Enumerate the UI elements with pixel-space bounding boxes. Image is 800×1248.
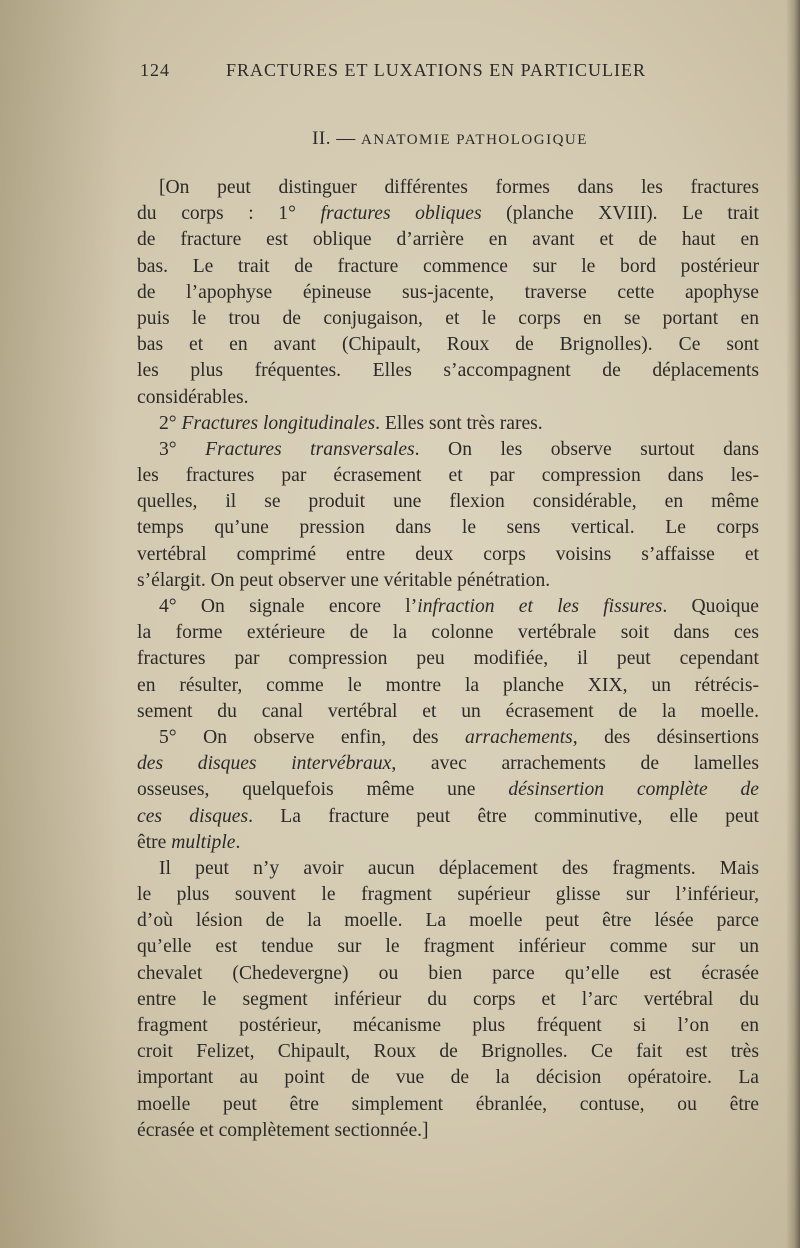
text-line: sement du canal vertébral et un écrasement de la moelle.	[137, 700, 759, 722]
text-line: osseuses, quelquefois même une désinsertion complète de	[137, 779, 759, 801]
text-line: qu’elle est tendue sur le fragment inférieur comme sur un	[137, 936, 759, 958]
emphasis: Fractures transversales	[205, 438, 415, 460]
section-dash: —	[336, 128, 356, 149]
text-line: vertébral comprimé entre deux corps voisins s’affaisse et	[137, 543, 759, 565]
text-line: 4° On signale encore l’infraction et les fissures. Quoique	[159, 596, 759, 617]
text-line: entre le segment inférieur du corps et l’arc vertébral du	[137, 988, 759, 1010]
text-line: du corps : 1° fractures obliques (planche XVIII). Le trait	[137, 203, 759, 225]
page-edge-shadow	[786, 0, 800, 1248]
text-line: important au point de vue de la décision opératoire. La	[137, 1067, 759, 1089]
emphasis: fractures obliques	[320, 203, 482, 225]
emphasis: des disques intervébraux	[137, 753, 392, 775]
text-line: temps qu’une pression dans le sens vertical. Le corps	[137, 517, 759, 539]
emphasis: infraction et les fissures	[417, 596, 663, 617]
emphasis: multiple	[171, 831, 236, 853]
text-line: s’élargit. On peut observer une véritable pénétration.	[137, 569, 551, 591]
text-line: la forme extérieure de la colonne vertébrale soit dans ces	[137, 622, 759, 644]
page-number: 124	[140, 60, 170, 80]
text-line: puis le trou de conjugaison, et le corps en se portant en	[137, 307, 759, 329]
section-numeral: II.	[312, 128, 331, 149]
text-line: 3° Fractures transversales. On les observe surtout dans	[159, 438, 759, 460]
text-line: considérables.	[137, 386, 249, 408]
text-line: fragment postérieur, mécanisme plus fréquent si l’on en	[137, 1015, 759, 1036]
text-line: bas et en avant (Chipault, Roux de Brignolles). Ce sont	[137, 334, 759, 356]
emphasis: Fractures longitudinales	[181, 412, 376, 434]
text-line: les plus fréquentes. Elles s’accompagnent de déplacements	[137, 360, 759, 382]
running-title: FRACTURES ET LUXATIONS EN PARTICULIER	[226, 60, 646, 80]
text-line: quelles, il se produit une flexion considérable, en même	[137, 491, 759, 513]
running-header	[140, 60, 680, 90]
section-title: ANATOMIE PATHOLOGIQUE	[360, 132, 588, 148]
text-line: le plus souvent le fragment supérieur glisse sur l’inférieur,	[137, 884, 759, 906]
text-line: d’où lésion de la moelle. La moelle peut être lésée parce	[137, 910, 759, 932]
text-line: de fracture est oblique d’arrière en avant et de haut en	[137, 229, 759, 251]
text-line: 2° Fractures longitudinales. Elles sont très rares.	[159, 412, 543, 434]
page-stain	[0, 0, 120, 1248]
text-line: en résulter, comme le montre la planche XIX, un rétrécis-	[137, 674, 759, 696]
text-line: Il peut n’y avoir aucun déplacement des fragments. Mais	[159, 857, 759, 879]
emphasis: ces disques	[137, 805, 249, 827]
text-line: les fractures par écrasement et par compression dans les-	[137, 465, 759, 487]
text-line: écrasée et complètement sectionnée.]	[137, 1119, 429, 1141]
text-line: croit Felizet, Chipault, Roux de Brignolles. Ce fait est très	[137, 1041, 759, 1063]
text-line: [On peut distinguer différentes formes dans les fractures	[159, 177, 759, 198]
body-text	[137, 175, 759, 1144]
text-line: fractures par compression peu modifiée, il peut cependant	[137, 648, 759, 670]
text-line: des disques intervébraux, avec arrachements de lamelles	[137, 753, 759, 775]
text-line: chevalet (Chedevergne) ou bien parce qu’elle est écrasée	[137, 962, 759, 984]
text-line: 5° On observe enfin, des arrachements, des désinsertions	[159, 726, 759, 748]
section-heading	[140, 128, 760, 150]
emphasis: arrachements	[465, 726, 573, 748]
text-line: ces disques. La fracture peut être comminutive, elle peut	[137, 805, 759, 827]
text-line: de l’apophyse épineuse sus-jacente, traverse cette apophyse	[137, 281, 759, 303]
text-line: bas. Le trait de fracture commence sur le bord postérieur	[137, 255, 759, 277]
emphasis: désinsertion complète de	[508, 779, 759, 801]
text-line: moelle peut être simplement ébranlée, contuse, ou être	[137, 1093, 759, 1115]
text-line: être multiple.	[137, 831, 241, 853]
